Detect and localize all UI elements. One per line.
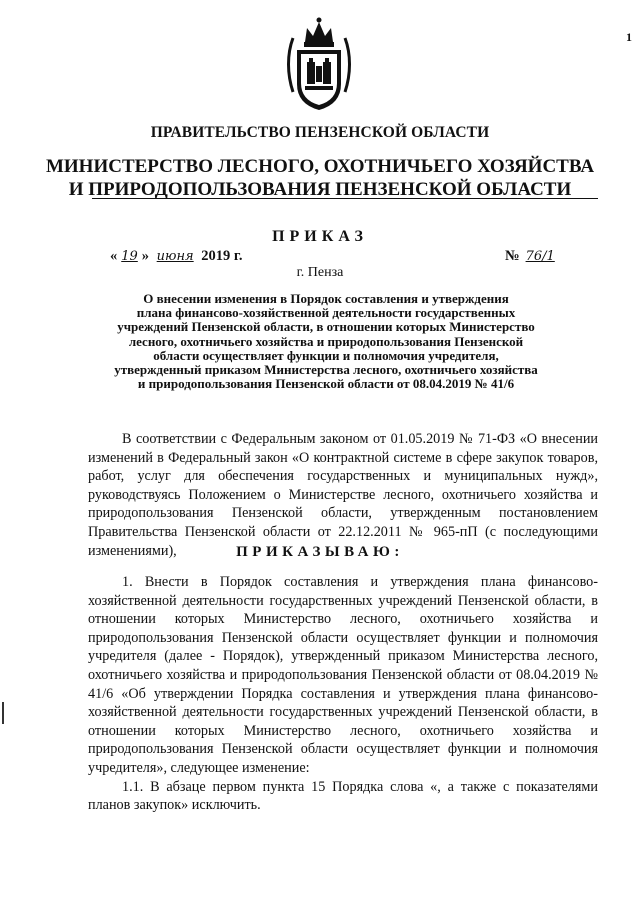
subject-line: плана финансово-хозяйственной деятельности государственных (136, 305, 516, 321)
order-number (505, 248, 561, 265)
ministry-name (40, 155, 600, 201)
ministry-name-line-1: МИНИСТЕРСТВО ЛЕСНОГО, ОХОТНИЧЬЕГО ХОЗЯЙСТВА (45, 156, 595, 177)
corner-mark: 1 (626, 30, 632, 44)
margin-mark (2, 702, 4, 724)
order-title: ПРИКАЗ (272, 228, 368, 245)
date-year: 2019 г. (201, 248, 243, 264)
order-items (88, 573, 598, 815)
number-prefix: № (505, 248, 520, 264)
order-item-1: 1. Внести в Порядок составления и утверждения плана финансово-хозяйственной деятельности государственных учреждений Пензенской области, в отношении которых Министерство лесного, охотничьего хозяйства и природопользования Пензенской области осуществляет функции и полномочия учредителя (далее - Порядок), утвержденный приказом Министерства лесного, охотничьего хозяйства и природопользования Пензенской области от 08.04.2019 № 41/6 «Об утверждении Порядка составления и утверждения плана финансово-хозяйственной деятельности государственных учреждений Пензенской области, в отношении которых Министерство лесного, охотничьего хозяйства и природопользования Пензенской области осуществляет функции и полномочия учредителя», следующее изменение: (88, 574, 598, 776)
order-subject (100, 292, 552, 391)
date-month: июня (156, 249, 194, 264)
preamble-paragraph (88, 430, 598, 560)
subject-line: учреждений Пензенской области, в отношении которых Министерство (117, 319, 535, 335)
subject-line: О внесении изменения в Порядок составления и утверждения (143, 291, 509, 306)
date-open-quote: « (110, 248, 118, 264)
subject-line: утвержденный приказом Министерства лесного, охотничьего хозяйства (114, 362, 538, 378)
government-name: ПРАВИТЕЛЬСТВО ПЕНЗЕНСКОЙ ОБЛАСТИ (150, 124, 490, 141)
header-divider (92, 198, 598, 199)
order-city: г. Пенза (296, 265, 344, 280)
order-item-1-1: 1.1. В абзаце первом пункта 15 Порядка слова «, а также с показателями планов закупок» исключить. (88, 778, 598, 814)
subject-line: области осуществляет функции и полномочия учредителя, (153, 347, 499, 363)
order-date (110, 248, 243, 265)
ministry-name-line-2: И ПРИРОДОПОЛЬЗОВАНИЯ ПЕНЗЕНСКОЙ ОБЛАСТИ (68, 179, 572, 200)
subject-line: лесного, охотничьего хозяйства и природопользования Пензенской (128, 333, 524, 349)
number-value: 76/1 (525, 249, 555, 264)
date-day: 19 (121, 249, 138, 264)
preamble-text: В соответствии с Федеральным законом от 01.05.2019 № 71-ФЗ «О внесении изменений в Федеральный закон «О контрактной системе в сфере закупок товаров, работ, услуг для обеспечения государственных и муниципальных нужд», руководствуясь Положением о Министерстве лесного, охотничьего хозяйства и природопользования Пензенской области, утвержденным постановлением Правительства Пензенской области от 22.12.2011 № 965-пП (с последующими изменениями), (88, 431, 598, 559)
coat-of-arms-icon (285, 14, 353, 112)
subject-line: и природопользования Пензенской области от 08.04.2019 № 41/6 (137, 376, 515, 392)
command-heading: ПРИКАЗЫВАЮ: (236, 544, 404, 560)
date-close-quote: » (141, 248, 150, 264)
